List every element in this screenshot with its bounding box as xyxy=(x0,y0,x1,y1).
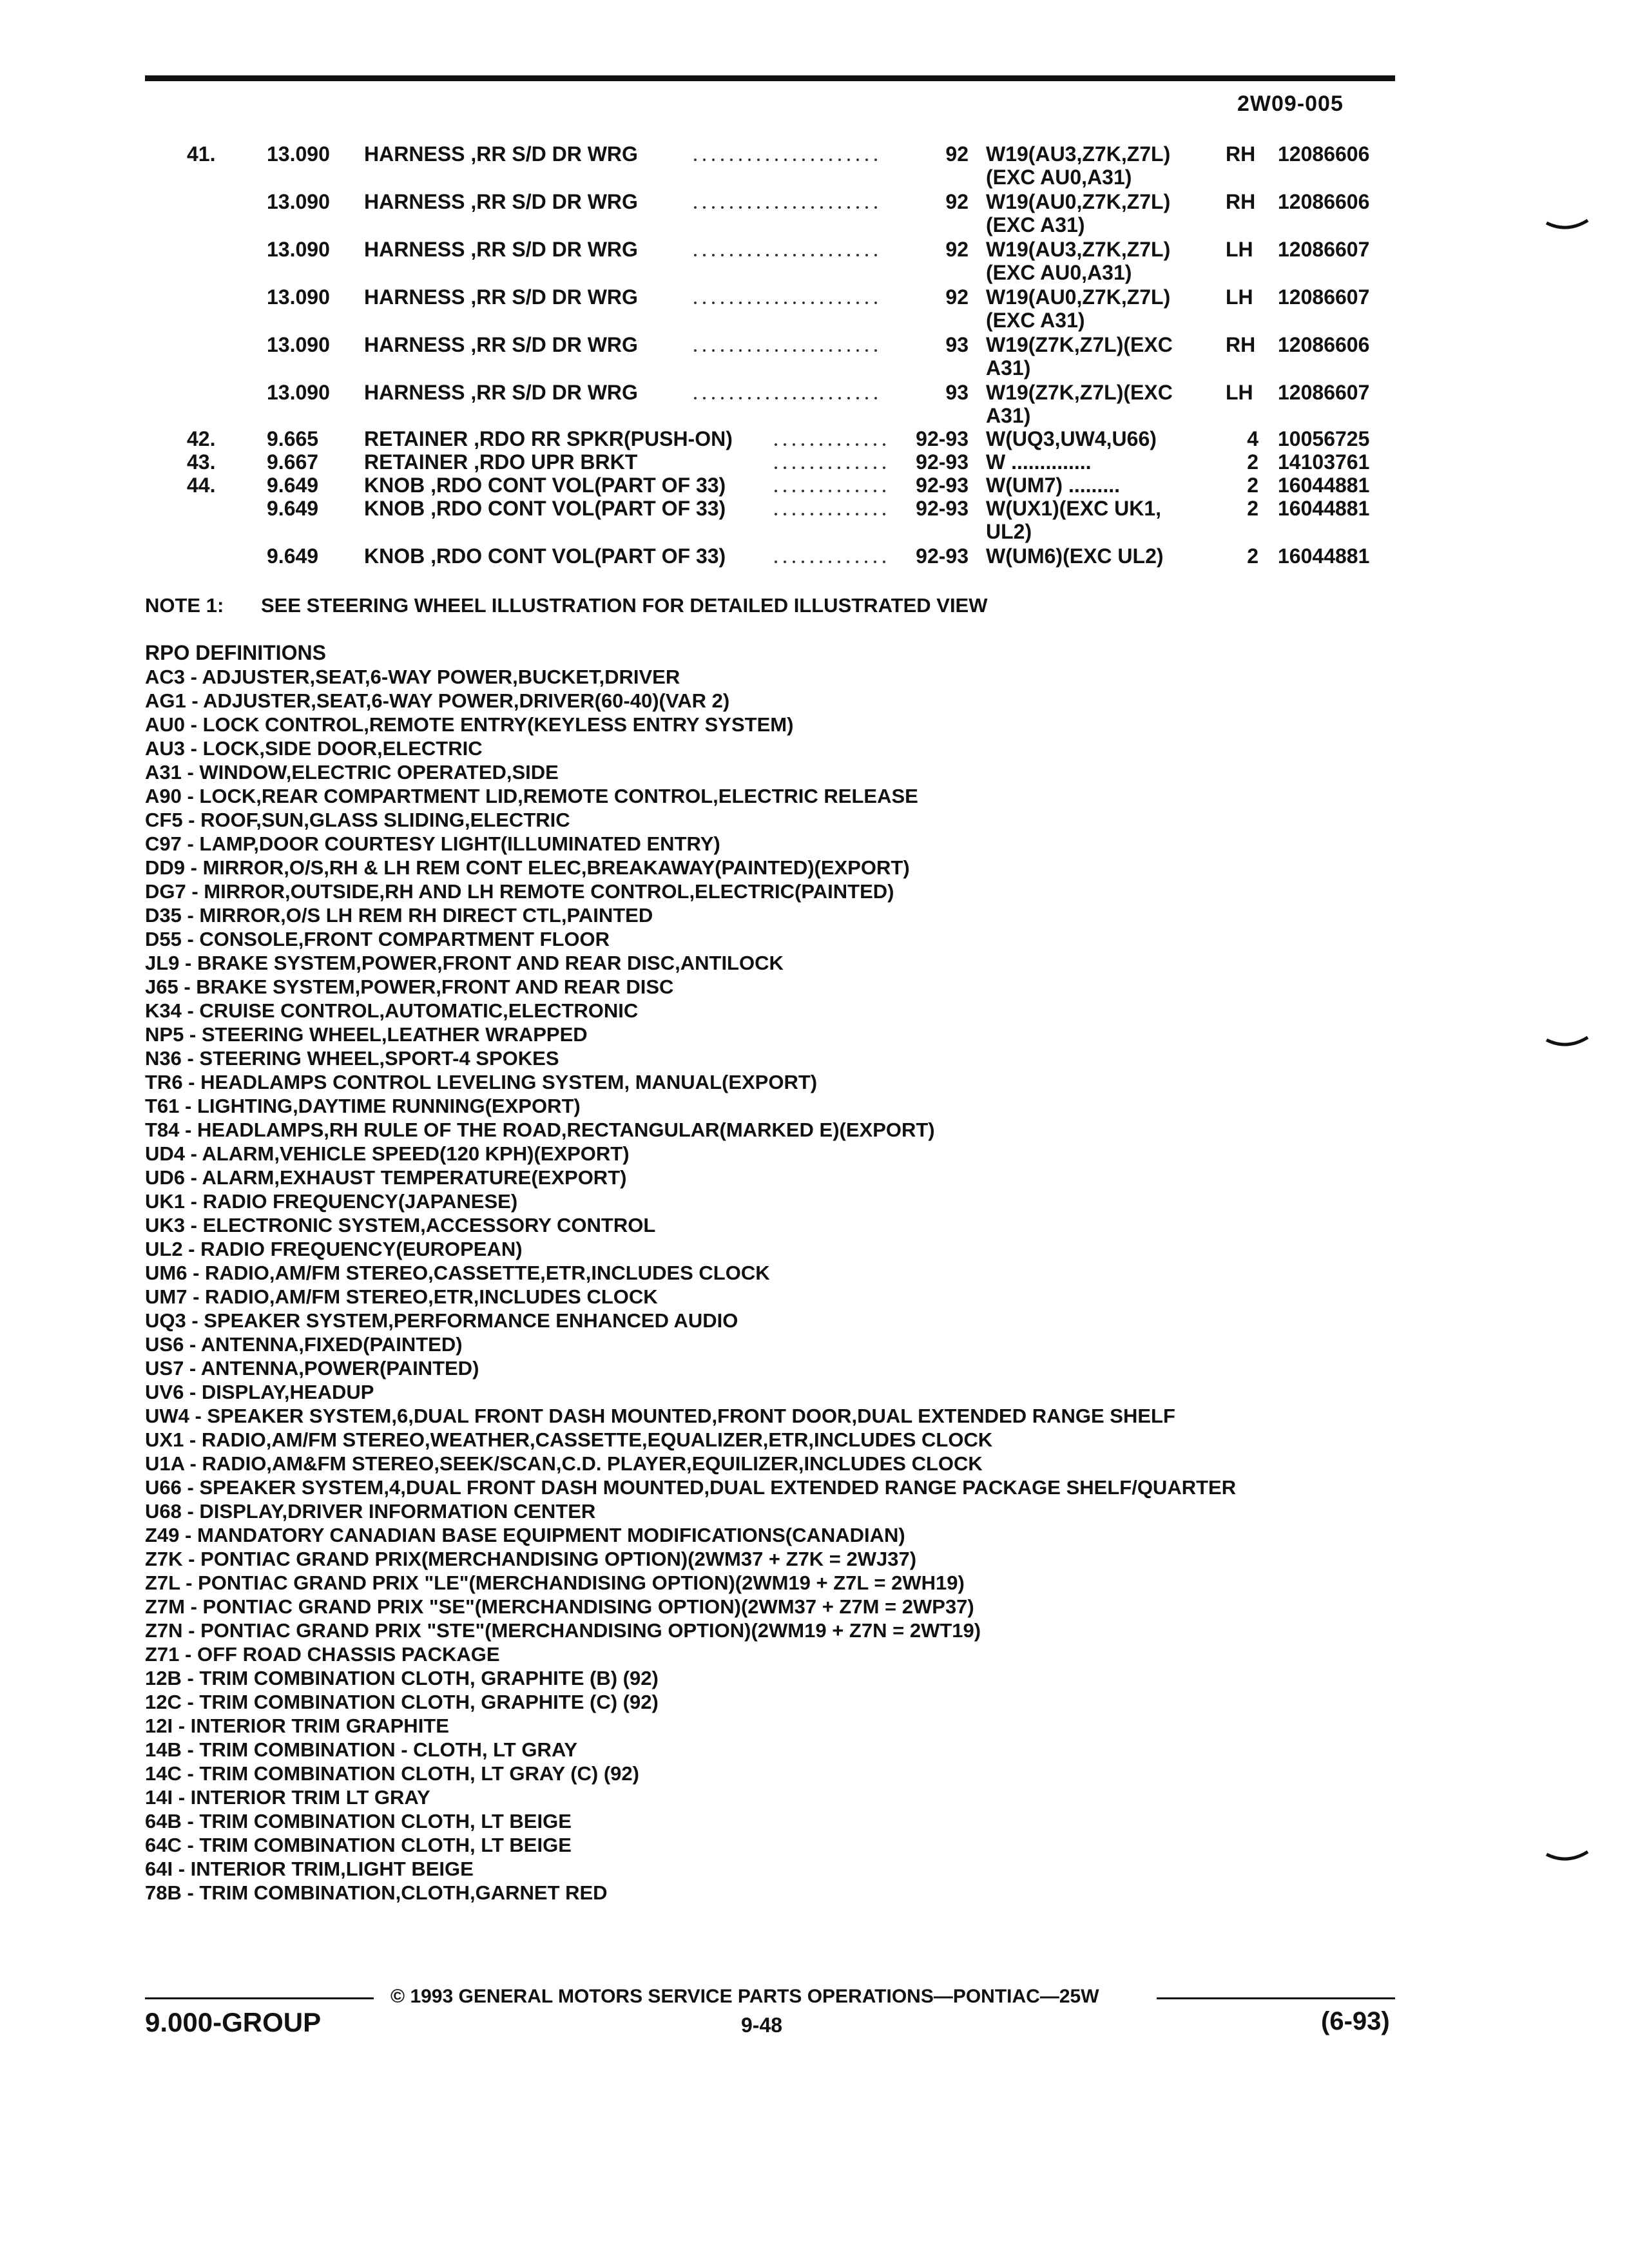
part-years: 92-93 xyxy=(916,544,969,568)
rpo-definition: N36 - STEERING WHEEL,SPORT-4 SPOKES xyxy=(145,1047,559,1070)
rpo-definition: AU0 - LOCK CONTROL,REMOTE ENTRY(KEYLESS ENTRY SYSTEM) xyxy=(145,713,794,736)
part-usage: W(UQ3,UW4,U66) xyxy=(986,427,1157,450)
part-item-number: 43. xyxy=(187,450,216,474)
leader-dots xyxy=(693,191,880,216)
part-usage: W19(Z7K,Z7L)(EXC xyxy=(986,333,1173,356)
footer-rule-right xyxy=(1157,1997,1395,1999)
rpo-definition: UL2 - RADIO FREQUENCY(EUROPEAN) xyxy=(145,1238,523,1260)
part-quantity: 2 xyxy=(1247,474,1258,497)
rpo-title: RPO DEFINITIONS xyxy=(145,641,326,664)
part-number: 10056725 xyxy=(1278,427,1370,450)
part-group-number: 13.090 xyxy=(267,142,330,166)
rpo-definition: DD9 - MIRROR,O/S,RH & LH REM CONT ELEC,BREAKAWAY(PAINTED)(EXPORT) xyxy=(145,856,910,879)
top-rule xyxy=(145,75,1395,81)
part-usage: W19(AU3,Z7K,Z7L) xyxy=(986,238,1171,261)
rpo-definition: U68 - DISPLAY,DRIVER INFORMATION CENTER xyxy=(145,1500,596,1523)
leader-dots xyxy=(773,428,892,454)
rpo-definition: JL9 - BRAKE SYSTEM,POWER,FRONT AND REAR DISC,ANTILOCK xyxy=(145,952,784,974)
part-description: RETAINER ,RDO RR SPKR(PUSH-ON) xyxy=(364,427,733,450)
part-usage: W19(AU0,Z7K,Z7L) xyxy=(986,190,1171,213)
rpo-definition: AC3 - ADJUSTER,SEAT,6-WAY POWER,BUCKET,DRIVER xyxy=(145,666,680,688)
part-usage-continued: (EXC A31) xyxy=(986,309,1085,332)
rpo-definition: 64I - INTERIOR TRIM,LIGHT BEIGE xyxy=(145,1858,474,1880)
part-quantity: 2 xyxy=(1247,497,1258,520)
part-group-number: 13.090 xyxy=(267,190,330,213)
rpo-definition: 64B - TRIM COMBINATION CLOTH, LT BEIGE xyxy=(145,1810,572,1832)
part-number: 12086606 xyxy=(1278,190,1370,213)
rpo-definition: 12I - INTERIOR TRIM GRAPHITE xyxy=(145,1715,449,1737)
page-code: 2W09-005 xyxy=(1237,91,1344,116)
part-description: HARNESS ,RR S/D DR WRG xyxy=(364,333,638,356)
part-years: 92 xyxy=(945,285,969,309)
part-number: 16044881 xyxy=(1278,474,1370,497)
rpo-definition: 78B - TRIM COMBINATION,CLOTH,GARNET RED xyxy=(145,1881,608,1904)
part-description: KNOB ,RDO CONT VOL(PART OF 33) xyxy=(364,544,726,568)
part-usage: W19(AU3,Z7K,Z7L) xyxy=(986,142,1171,166)
leader-dots xyxy=(773,451,892,477)
part-years: 93 xyxy=(945,333,969,356)
binding-mark-icon xyxy=(1545,1036,1589,1049)
rpo-definition: UD6 - ALARM,EXHAUST TEMPERATURE(EXPORT) xyxy=(145,1166,627,1189)
part-description: HARNESS ,RR S/D DR WRG xyxy=(364,381,638,404)
rpo-definition: UV6 - DISPLAY,HEADUP xyxy=(145,1381,374,1403)
part-description: KNOB ,RDO CONT VOL(PART OF 33) xyxy=(364,474,726,497)
rpo-definition: AG1 - ADJUSTER,SEAT,6-WAY POWER,DRIVER(60-40)(VAR 2) xyxy=(145,689,730,712)
rpo-definition: DG7 - MIRROR,OUTSIDE,RH AND LH REMOTE CONTROL,ELECTRIC(PAINTED) xyxy=(145,880,894,903)
part-years: 92-93 xyxy=(916,427,969,450)
part-usage: W19(Z7K,Z7L)(EXC xyxy=(986,381,1173,404)
rpo-definition: UQ3 - SPEAKER SYSTEM,PERFORMANCE ENHANCED AUDIO xyxy=(145,1309,738,1332)
rpo-definition: UK3 - ELECTRONIC SYSTEM,ACCESSORY CONTROL xyxy=(145,1214,656,1236)
rpo-definition: Z7L - PONTIAC GRAND PRIX "LE"(MERCHANDISING OPTION)(2WM19 + Z7L = 2WH19) xyxy=(145,1571,965,1594)
rpo-definition: UX1 - RADIO,AM/FM STEREO,WEATHER,CASSETTE,EQUALIZER,ETR,INCLUDES CLOCK xyxy=(145,1428,993,1451)
part-group-number: 13.090 xyxy=(267,381,330,404)
copyright: © 1993 GENERAL MOTORS SERVICE PARTS OPERATIONS—PONTIAC—25W xyxy=(390,1986,1099,2007)
part-group-number: 9.649 xyxy=(267,497,319,520)
part-years: 92 xyxy=(945,238,969,261)
leader-dots xyxy=(693,381,880,407)
rpo-definition: Z7M - PONTIAC GRAND PRIX "SE"(MERCHANDISING OPTION)(2WM37 + Z7M = 2WP37) xyxy=(145,1595,974,1618)
part-usage: W(UM7) ......... xyxy=(986,474,1120,497)
leader-dots xyxy=(693,334,880,360)
part-description: HARNESS ,RR S/D DR WRG xyxy=(364,142,638,166)
part-number: 14103761 xyxy=(1278,450,1370,474)
leader-dots xyxy=(773,474,892,500)
page-number: 9-48 xyxy=(741,2013,783,2037)
rpo-definition: UM7 - RADIO,AM/FM STEREO,ETR,INCLUDES CLOCK xyxy=(145,1285,658,1308)
part-description: HARNESS ,RR S/D DR WRG xyxy=(364,238,638,261)
part-quantity: 4 xyxy=(1247,427,1258,450)
part-usage: W(UM6)(EXC UL2) xyxy=(986,544,1164,568)
part-number: 16044881 xyxy=(1278,544,1370,568)
group-label: 9.000-GROUP xyxy=(145,2007,322,2037)
rpo-definition: U66 - SPEAKER SYSTEM,4,DUAL FRONT DASH MOUNTED,DUAL EXTENDED RANGE PACKAGE SHELF/QUARTER xyxy=(145,1476,1237,1499)
part-side: LH xyxy=(1226,381,1253,404)
binding-mark-icon xyxy=(1545,219,1589,232)
rpo-definition: 12C - TRIM COMBINATION CLOTH, GRAPHITE (C) (92) xyxy=(145,1691,659,1713)
part-side: RH xyxy=(1226,142,1256,166)
part-number: 12086607 xyxy=(1278,238,1370,261)
rpo-definition: 14I - INTERIOR TRIM LT GRAY xyxy=(145,1786,430,1809)
rpo-definition: 12B - TRIM COMBINATION CLOTH, GRAPHITE (B) (92) xyxy=(145,1667,659,1689)
part-description: KNOB ,RDO CONT VOL(PART OF 33) xyxy=(364,497,726,520)
leader-dots xyxy=(693,286,880,312)
part-usage-continued: UL2) xyxy=(986,520,1032,543)
part-years: 92 xyxy=(945,190,969,213)
part-number: 12086606 xyxy=(1278,142,1370,166)
part-group-number: 13.090 xyxy=(267,333,330,356)
rpo-definition: TR6 - HEADLAMPS CONTROL LEVELING SYSTEM, MANUAL(EXPORT) xyxy=(145,1071,818,1093)
part-description: HARNESS ,RR S/D DR WRG xyxy=(364,190,638,213)
part-group-number: 9.665 xyxy=(267,427,319,450)
part-item-number: 41. xyxy=(187,142,216,166)
leader-dots xyxy=(773,497,892,523)
rpo-definition: Z71 - OFF ROAD CHASSIS PACKAGE xyxy=(145,1643,500,1666)
rpo-definition: AU3 - LOCK,SIDE DOOR,ELECTRIC xyxy=(145,737,483,760)
part-quantity: 2 xyxy=(1247,450,1258,474)
rpo-definitions xyxy=(145,665,1434,1905)
rpo-definition: UW4 - SPEAKER SYSTEM,6,DUAL FRONT DASH MOUNTED,FRONT DOOR,DUAL EXTENDED RANGE SHELF xyxy=(145,1405,1175,1427)
rpo-definition: NP5 - STEERING WHEEL,LEATHER WRAPPED xyxy=(145,1023,588,1046)
rpo-definition: A31 - WINDOW,ELECTRIC OPERATED,SIDE xyxy=(145,761,559,783)
note-text: SEE STEERING WHEEL ILLUSTRATION FOR DETAILED ILLUSTRATED VIEW xyxy=(261,594,988,617)
rpo-definition: UD4 - ALARM,VEHICLE SPEED(120 KPH)(EXPORT) xyxy=(145,1142,630,1165)
rpo-definition: US6 - ANTENNA,FIXED(PAINTED) xyxy=(145,1333,463,1356)
part-years: 93 xyxy=(945,381,969,404)
rpo-definition: J65 - BRAKE SYSTEM,POWER,FRONT AND REAR DISC xyxy=(145,975,674,998)
part-group-number: 9.667 xyxy=(267,450,319,474)
part-number: 12086607 xyxy=(1278,285,1370,309)
rpo-definition: US7 - ANTENNA,POWER(PAINTED) xyxy=(145,1357,479,1379)
rpo-definition: T61 - LIGHTING,DAYTIME RUNNING(EXPORT) xyxy=(145,1095,581,1117)
footer-rule-left xyxy=(145,1997,374,1999)
binding-mark-icon xyxy=(1545,1850,1589,1863)
part-usage: W .............. xyxy=(986,450,1092,474)
rpo-definition: 14C - TRIM COMBINATION CLOTH, LT GRAY (C) (92) xyxy=(145,1762,639,1785)
part-usage-continued: (EXC AU0,A31) xyxy=(986,261,1132,284)
part-quantity: 2 xyxy=(1247,544,1258,568)
rpo-definition: Z49 - MANDATORY CANADIAN BASE EQUIPMENT MODIFICATIONS(CANADIAN) xyxy=(145,1524,905,1546)
part-years: 92-93 xyxy=(916,497,969,520)
part-description: RETAINER ,RDO UPR BRKT xyxy=(364,450,638,474)
part-years: 92-93 xyxy=(916,450,969,474)
part-group-number: 9.649 xyxy=(267,474,319,497)
rpo-definition: UK1 - RADIO FREQUENCY(JAPANESE) xyxy=(145,1190,518,1213)
revision-date: (6-93) xyxy=(1321,2007,1390,2035)
rpo-definition: UM6 - RADIO,AM/FM STEREO,CASSETTE,ETR,INCLUDES CLOCK xyxy=(145,1262,770,1284)
part-usage-continued: A31) xyxy=(986,404,1031,427)
rpo-definition: U1A - RADIO,AM&FM STEREO,SEEK/SCAN,C.D. PLAYER,EQUILIZER,INCLUDES CLOCK xyxy=(145,1452,983,1475)
rpo-definition: Z7N - PONTIAC GRAND PRIX "STE"(MERCHANDISING OPTION)(2WM19 + Z7N = 2WT19) xyxy=(145,1619,981,1642)
part-usage-continued: A31) xyxy=(986,356,1031,380)
part-item-number: 44. xyxy=(187,474,216,497)
part-side: LH xyxy=(1226,285,1253,309)
rpo-definition: CF5 - ROOF,SUN,GLASS SLIDING,ELECTRIC xyxy=(145,809,570,831)
part-number: 12086606 xyxy=(1278,333,1370,356)
part-number: 16044881 xyxy=(1278,497,1370,520)
rpo-definition: D55 - CONSOLE,FRONT COMPARTMENT FLOOR xyxy=(145,928,610,950)
part-usage: W(UX1)(EXC UK1, xyxy=(986,497,1162,520)
part-number: 12086607 xyxy=(1278,381,1370,404)
note-label: NOTE 1: xyxy=(145,594,224,617)
part-item-number: 42. xyxy=(187,427,216,450)
part-years: 92-93 xyxy=(916,474,969,497)
rpo-definition: A90 - LOCK,REAR COMPARTMENT LID,REMOTE CONTROL,ELECTRIC RELEASE xyxy=(145,785,918,807)
rpo-definition: K34 - CRUISE CONTROL,AUTOMATIC,ELECTRONIC xyxy=(145,999,639,1022)
rpo-definition: Z7K - PONTIAC GRAND PRIX(MERCHANDISING OPTION)(2WM37 + Z7K = 2WJ37) xyxy=(145,1548,917,1570)
part-side: RH xyxy=(1226,190,1256,213)
rpo-definition: C97 - LAMP,DOOR COURTESY LIGHT(ILLUMINATED ENTRY) xyxy=(145,832,720,855)
part-years: 92 xyxy=(945,142,969,166)
rpo-definition: D35 - MIRROR,O/S LH REM RH DIRECT CTL,PAINTED xyxy=(145,904,653,927)
part-group-number: 9.649 xyxy=(267,544,319,568)
part-description: HARNESS ,RR S/D DR WRG xyxy=(364,285,638,309)
rpo-definition: T84 - HEADLAMPS,RH RULE OF THE ROAD,RECTANGULAR(MARKED E)(EXPORT) xyxy=(145,1119,935,1141)
rpo-definition: 14B - TRIM COMBINATION - CLOTH, LT GRAY xyxy=(145,1738,578,1761)
leader-dots xyxy=(693,238,880,264)
part-group-number: 13.090 xyxy=(267,285,330,309)
part-side: LH xyxy=(1226,238,1253,261)
part-group-number: 13.090 xyxy=(267,238,330,261)
leader-dots xyxy=(693,143,880,169)
rpo-definition: 64C - TRIM COMBINATION CLOTH, LT BEIGE xyxy=(145,1834,572,1856)
part-side: RH xyxy=(1226,333,1256,356)
part-usage-continued: (EXC AU0,A31) xyxy=(986,166,1132,189)
part-usage: W19(AU0,Z7K,Z7L) xyxy=(986,285,1171,309)
part-usage-continued: (EXC A31) xyxy=(986,213,1085,236)
leader-dots xyxy=(773,545,892,571)
